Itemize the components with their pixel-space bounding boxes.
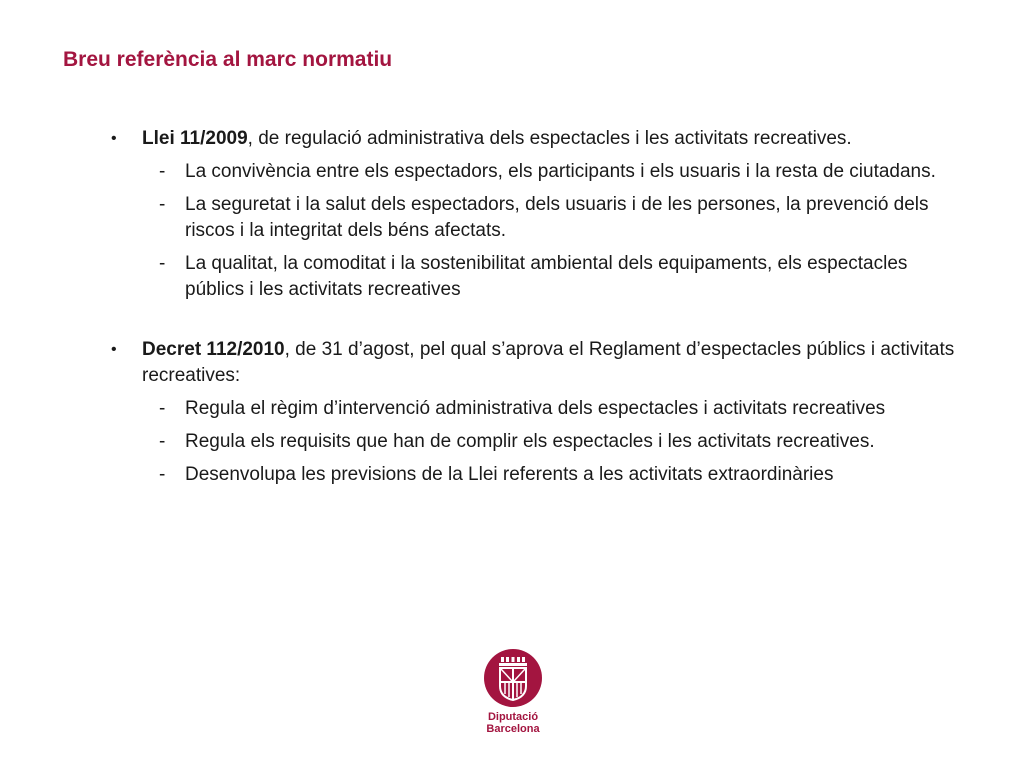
sub-item (142, 192, 965, 244)
bullet-decret (108, 337, 988, 488)
sub-item-text: Regula els requisits que han de complir els espectacles i les activitats recreatives. (185, 431, 875, 452)
decree-name: Decret 112/2010 (142, 339, 285, 360)
law-description: , de regulació administrativa dels espectacles i les activitats recreatives. (247, 128, 852, 149)
sub-item-text: Desenvolupa les previsions de la Llei referents a les activitats extraordinàries (185, 464, 834, 485)
sub-dash: - (159, 464, 166, 485)
sub-item (142, 396, 965, 422)
sub-item-text: La seguretat i la salut dels espectadors, dels usuaris i de les persones, la prevenció dels riscos i la integritat dels béns afectats. (185, 194, 929, 241)
sub-list (142, 159, 988, 303)
sub-item (142, 251, 965, 303)
bullet-llei (108, 126, 988, 303)
sub-item-text: La convivència entre els espectadors, els participants i els usuaris i la resta de ciutadans. (185, 161, 936, 182)
sub-item (142, 429, 965, 455)
sub-item-text: La qualitat, la comoditat i la sostenibilitat ambiental dels equipaments, els espectacles públics i les activitats recreatives (185, 253, 908, 300)
slide-content (108, 126, 988, 495)
logo-text (480, 711, 546, 735)
bullet-dot: • (111, 341, 117, 358)
sub-dash: - (159, 398, 166, 419)
diputacio-logo (480, 648, 546, 735)
slide-title: Breu referència al marc normatiu (63, 48, 393, 71)
bullet-text (142, 337, 988, 389)
sub-list (142, 396, 988, 488)
law-name: Llei 11/2009 (142, 128, 248, 149)
logo-line1: Diputació (487, 711, 539, 723)
sub-dash: - (159, 161, 166, 182)
sub-dash: - (159, 253, 166, 274)
bullet-text (142, 126, 988, 152)
bullet-dot: • (111, 130, 117, 147)
sub-item-text: Regula el règim d’intervenció administrativa dels espectacles i activitats recreatives (185, 398, 886, 419)
diputacio-barcelona-emblem-icon (483, 648, 543, 708)
sub-dash: - (159, 194, 166, 215)
decree-description: , de 31 d’agost, pel qual s’aprova el Reglament d’espectacles públics i activitats recreatives: (142, 339, 955, 386)
sub-dash: - (159, 431, 166, 452)
sub-item (142, 462, 965, 488)
logo-line2: Barcelona (486, 723, 540, 735)
sub-item (142, 159, 965, 185)
